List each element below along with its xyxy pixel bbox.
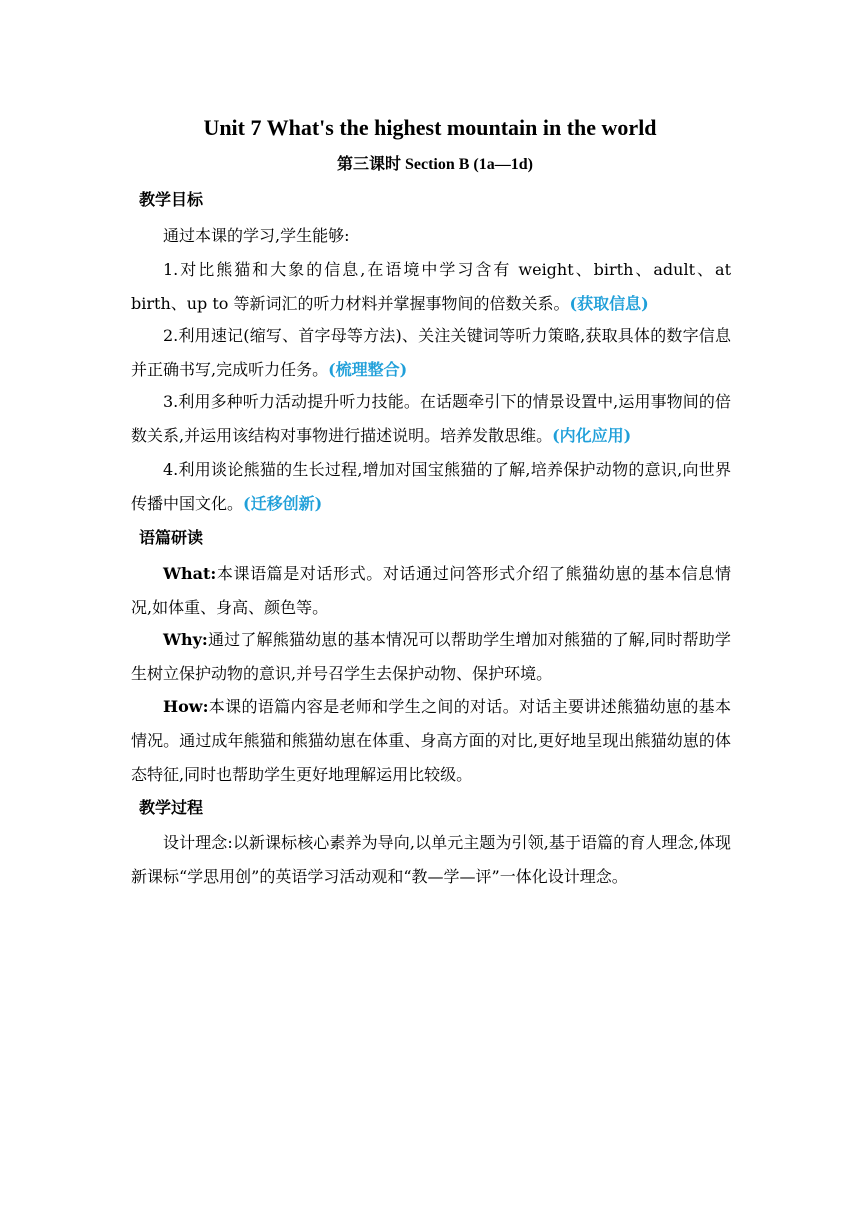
analysis-text: 通过了解熊猫幼崽的基本情况可以帮助学生增加对熊猫的了解,同时帮助学生树立保护动物的意识,并号召学生去保护动物、保护环境。	[131, 630, 731, 683]
objective-item-1	[131, 253, 731, 321]
objectives-heading: 教学目标	[139, 190, 204, 209]
objective-tag: (梳理整合)	[328, 360, 408, 379]
objective-tag: (迁移创新)	[243, 494, 323, 513]
analysis-lead: Why:	[163, 630, 208, 649]
analysis-lead: What:	[163, 564, 217, 583]
objective-text: 3.利用多种听力活动提升听力技能。在话题牵引下的情景设置中,运用事物间的倍数关系,并运用该结构对事物进行描述说明。培养发散思维。	[131, 392, 731, 445]
objective-tag: (内化应用)	[552, 426, 632, 445]
objective-item-2	[131, 319, 731, 387]
document-title: Unit 7 What's the highest mountain in the world	[203, 115, 657, 140]
objective-item-4	[131, 453, 731, 521]
analysis-how	[131, 690, 731, 792]
objective-item-3	[131, 385, 731, 453]
analysis-lead: How:	[163, 697, 209, 716]
analysis-text: 本课的语篇内容是老师和学生之间的对话。对话主要讲述熊猫幼崽的基本情况。通过成年熊猫和熊猫幼崽在体重、身高方面的对比,更好地呈现出熊猫幼崽的体态特征,同时也帮助学生更好地理解运用比较级。	[131, 697, 731, 784]
objective-text: 2.利用速记(缩写、首字母等方法)、关注关键词等听力策略,获取具体的数字信息并正确书写,完成听力任务。	[131, 326, 731, 379]
analysis-why	[131, 623, 731, 691]
process-text: 设计理念:以新课标核心素养为导向,以单元主题为引领,基于语篇的育人理念,体现新课标“学思用创”的英语学习活动观和“教—学—评”一体化设计理念。	[131, 833, 731, 886]
analysis-heading: 语篇研读	[139, 528, 204, 547]
process-heading: 教学过程	[139, 798, 204, 817]
objective-text: 1.对比熊猫和大象的信息,在语境中学习含有 weight、birth、adult、at birth、up to 等新词汇的听力材料并掌握事物间的倍数关系。	[131, 260, 731, 313]
analysis-what	[131, 557, 731, 625]
lesson-subtitle: 第三课时 Section B (1a—1d)	[336, 156, 533, 173]
objectives-intro: 通过本课的学习,学生能够:	[163, 226, 350, 245]
objective-text: 4.利用谈论熊猫的生长过程,增加对国宝熊猫的了解,培养保护动物的意识,向世界传播中国文化。	[131, 460, 731, 513]
objective-tag: (获取信息)	[569, 294, 649, 313]
analysis-text: 本课语篇是对话形式。对话通过问答形式介绍了熊猫幼崽的基本信息情况,如体重、身高、颜色等。	[131, 564, 731, 617]
